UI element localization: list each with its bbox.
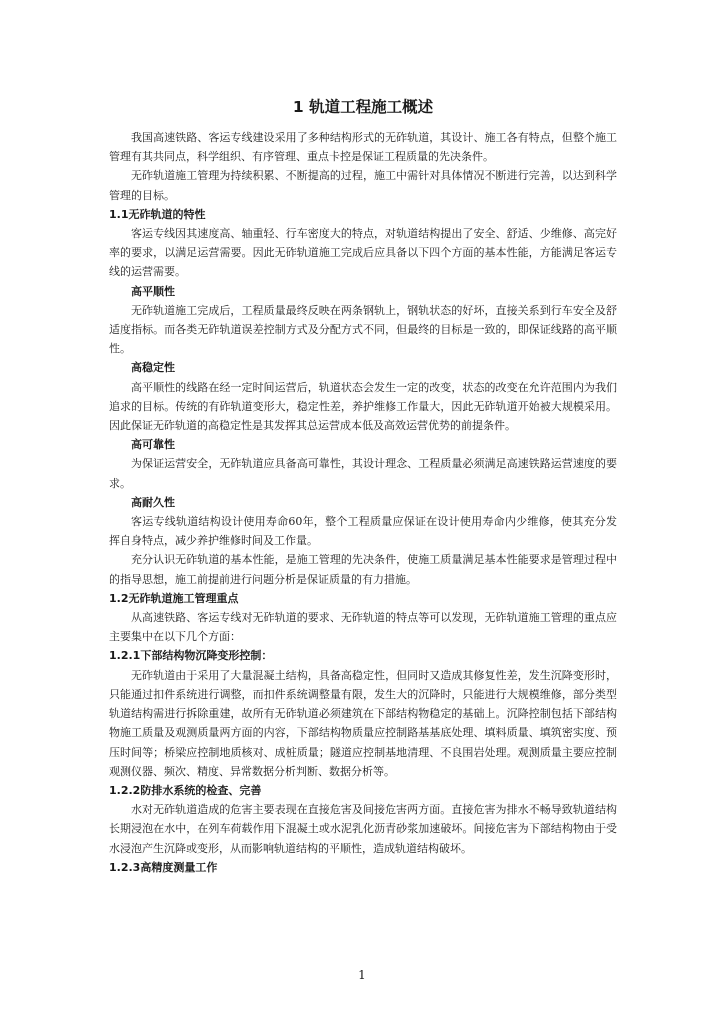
subheading-high-smoothness: 高平顺性 <box>131 284 175 298</box>
section-1-2-1-paragraph: 无砟轨道由于采用了大量混凝土结构，具备高稳定性，但同时又造成其修复性差，发生沉降变形时，只能通过扣件系统进行调整，而扣件系统调整量有限，发生大的沉降时，只能进行大规模维修，部分类型轨道结构需进行拆除重建，故所有无砟轨道必须建筑在下部结构物稳定的基础上。沉降控制包括下部结构物施工质量及观测质量两方面的内容，下部结构物质量应控制路基基底处理、填料质量、填筑密实度、预压时间等；桥梁应控制地质核对、成桩质量；隧道应控制基地清理、不良围岩处理。观测质量主要应控制观测仪器、频次、精度、异常数据分析判断、数据分析等。 <box>109 668 617 778</box>
section-heading-1-2-2: 1.2.2防排水系统的检查、完善 <box>109 783 262 797</box>
section-1-2-2-paragraph: 水对无砟轨道造成的危害主要表现在直接危害及间接危害两方面。直接危害为排水不畅导致轨道结构长期浸泡在水中，在列车荷载作用下混凝土或水泥乳化沥青砂浆加速破坏。间接危害为下部结构物由于受水浸泡产生沉降或变形，从而影响轨道结构的平顺性，造成轨道结构破坏。 <box>109 803 617 855</box>
page-title: 1 轨道工程施工概述 <box>292 98 434 116</box>
paragraph-high-smoothness: 无砟轨道施工完成后，工程质量最终反映在两条钢轨上，钢轨状态的好坏，直接关系到行车安全及舒适度指标。而各类无砟轨道误差控制方式及分配方式不同，但最终的目标是一致的，即保证线路的高平顺性。 <box>109 303 617 356</box>
section-1-2-intro: 从高速铁路、客运专线对无砟轨道的要求、无砟轨道的特点等可以发现，无砟轨道施工管理的重点应主要集中在以下几个方面： <box>109 611 617 644</box>
section-1-1-intro: 客运专线因其速度高、轴重轻、行车密度大的特点，对轨道结构提出了安全、舒适、少维修、高完好率的要求，以满足运营需要。因此无砟轨道施工完成后应具备以下四个方面的基本性能，方能满足客运专线的运营需要。 <box>109 227 617 279</box>
subheading-high-reliability: 高可靠性 <box>131 438 175 452</box>
section-heading-1-2-3: 1.2.3高精度测量工作 <box>109 860 218 874</box>
paragraph-high-durability: 客运专线轨道结构设计使用寿命60年，整个工程质量应保证在设计使用寿命内少维修，使其充分发挥自身特点，减少养护维修时间及工作量。 <box>109 515 617 548</box>
section-heading-1-2: 1.2无砟轨道施工管理重点 <box>109 591 239 605</box>
section-1-1-closing: 充分认识无砟轨道的基本性能，是施工管理的先决条件，使施工质量满足基本性能要求是管理过程中的指导思想，施工前提前进行问题分析是保证质量的有力措施。 <box>109 553 617 586</box>
subheading-high-stability: 高稳定性 <box>131 361 175 375</box>
paragraph-high-reliability: 为保证运营安全，无砟轨道应具备高可靠性，其设计理念、工程质量必须满足高速铁路运营速度的要求。 <box>109 457 617 490</box>
subheading-high-durability: 高耐久性 <box>131 495 175 509</box>
document-page <box>109 97 617 877</box>
section-heading-1-2-1: 1.2.1下部结构物沉降变形控制： <box>109 649 273 663</box>
page-number: 1 <box>358 968 366 982</box>
section-heading-1-1: 1.1无砟轨道的特性 <box>109 207 206 221</box>
paragraph-high-stability: 高平顺性的线路在经一定时间运营后，轨道状态会发生一定的改变，状态的改变在允许范围内为我们追求的目标。传统的有砟轨道变形大，稳定性差，养护维修工作量大，因此无砟轨道开始被大规模采用。因此保证无砟轨道的高稳定性是其发挥其总运营成本低及高效运营优势的前提条件。 <box>109 380 617 433</box>
intro-paragraph-1: 我国高速铁路、客运专线建设采用了多种结构形式的无砟轨道，其设计、施工各有特点，但整个施工管理有其共同点，科学组织、有序管理、重点卡控是保证工程质量的先决条件。 <box>109 131 617 164</box>
intro-paragraph-2: 无砟轨道施工管理为持续积累、不断提高的过程，施工中需针对具体情况不断进行完善，以达到科学管理的目标。 <box>109 169 617 202</box>
